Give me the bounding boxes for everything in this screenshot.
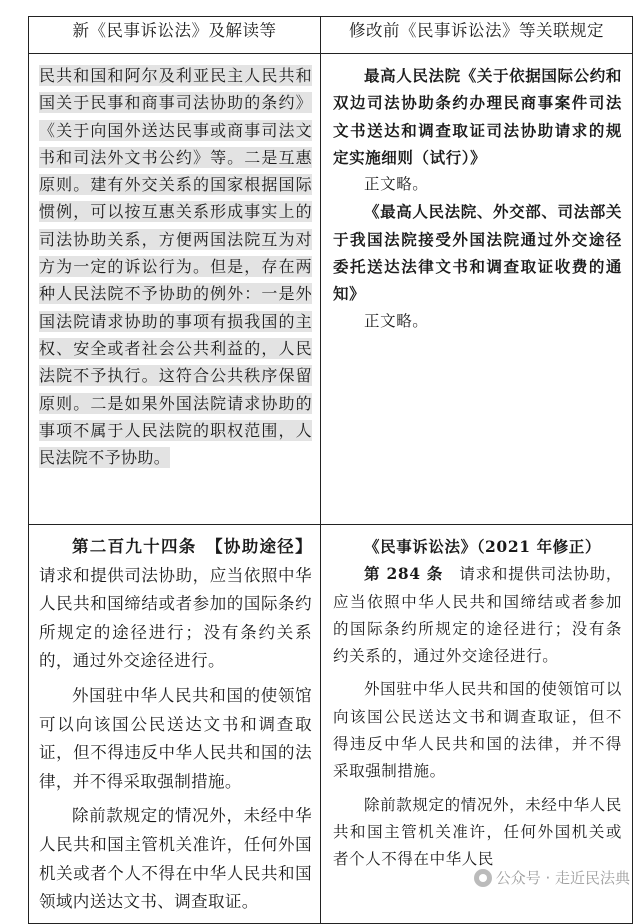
article-paragraph: 除前款规定的情况外，未经中华人民共和国主管机关准许，任何外国机关或者个人不得在中华人民: [333, 795, 622, 869]
article-paragraph: 除前款规定的情况外，未经中华人民共和国主管机关准许，任何外国机关或者个人不得在中华人民共和国领域内送达文书、调查取证。: [39, 806, 312, 912]
article-paragraph: 外国驻中华人民共和国的使领馆可以向该国公民送达文书和调查取证，但不得违反中华人民共和国的法律，并不得采取强制措施。: [39, 685, 312, 791]
article-paragraph: [333, 560, 622, 670]
old-article-cell: [321, 525, 633, 924]
watermark: [474, 867, 630, 888]
wechat-icon: [474, 869, 492, 887]
watermark-text: 公众号 · 走近民法典: [495, 869, 630, 887]
law-source-title: 《民事诉讼法》（2021 年修正）: [364, 537, 601, 556]
article-tag: 【协助途径】: [214, 537, 312, 556]
omitted-note: 正文略。: [364, 311, 429, 330]
comparison-table: [28, 16, 633, 924]
table-header-row: [29, 17, 633, 54]
header-old-law: 修改前《民事诉讼法》等关联规定: [321, 17, 633, 54]
article-number: 第 284 条: [364, 564, 444, 584]
article-paragraph: [39, 533, 312, 676]
header-new-law: 新《民事诉讼法》及解读等: [29, 17, 321, 54]
related-rule-title: 《最高人民法院、外交部、司法部关于我国法院接受外国法院通过外交途径委托送达法律文书和调查取证收费的通知》: [333, 202, 622, 304]
omitted-note: 正文略。: [364, 175, 429, 194]
article-paragraph: 外国驻中华人民共和国的使领馆可以向该国公民送达文书和调查取证，但不得违反中华人民共和国的法律，并不得采取强制措施。: [333, 680, 622, 781]
article-number: 第二百九十四条: [72, 537, 197, 556]
interpretation-cell: [29, 54, 321, 525]
new-article-cell: [29, 525, 321, 924]
related-rules-cell: [321, 54, 633, 525]
related-rule-title: 最高人民法院《关于依据国际公约和双边司法协助条约办理民商事案件司法文书送达和调查取证司法协助请求的规定实施细则（试行）》: [333, 66, 622, 167]
table-row: [29, 54, 633, 525]
article-text: 请求和提供司法协助，应当依照中华人民共和国缔结或者参加的国际条约所规定的途径进行；没有条约关系的，通过外交途径进行。: [39, 565, 312, 671]
article-text: 请求和提供司法协助，应当依照中华人民共和国缔结或者参加的国际条约所规定的途径进行；没有条约关系的，通过外交途径进行。: [333, 565, 622, 666]
table-row: [29, 525, 633, 924]
interpretation-text: 民共和国和阿尔及利亚民主人民共和国关于民事和商事司法协助的条约》《关于向国外送达民事或商事司法文书和司法外文书公约》等。二是互惠原则。建有外交关系的国家根据国际惯例，可以按互惠关系形成事实上的司法协助关系，方便两国法院互为对方为一定的诉讼行为。但是，存在两种人民法院不予协助的例外：一是外国法院请求协助的事项有损我国的主权、安全或者社会公共利益的，人民法院不予执行。这符合公共秩序保留原则。二是如果外国法院请求协助的事项不属于人民法院的职权范围，人民法院不予协助。: [39, 66, 312, 468]
